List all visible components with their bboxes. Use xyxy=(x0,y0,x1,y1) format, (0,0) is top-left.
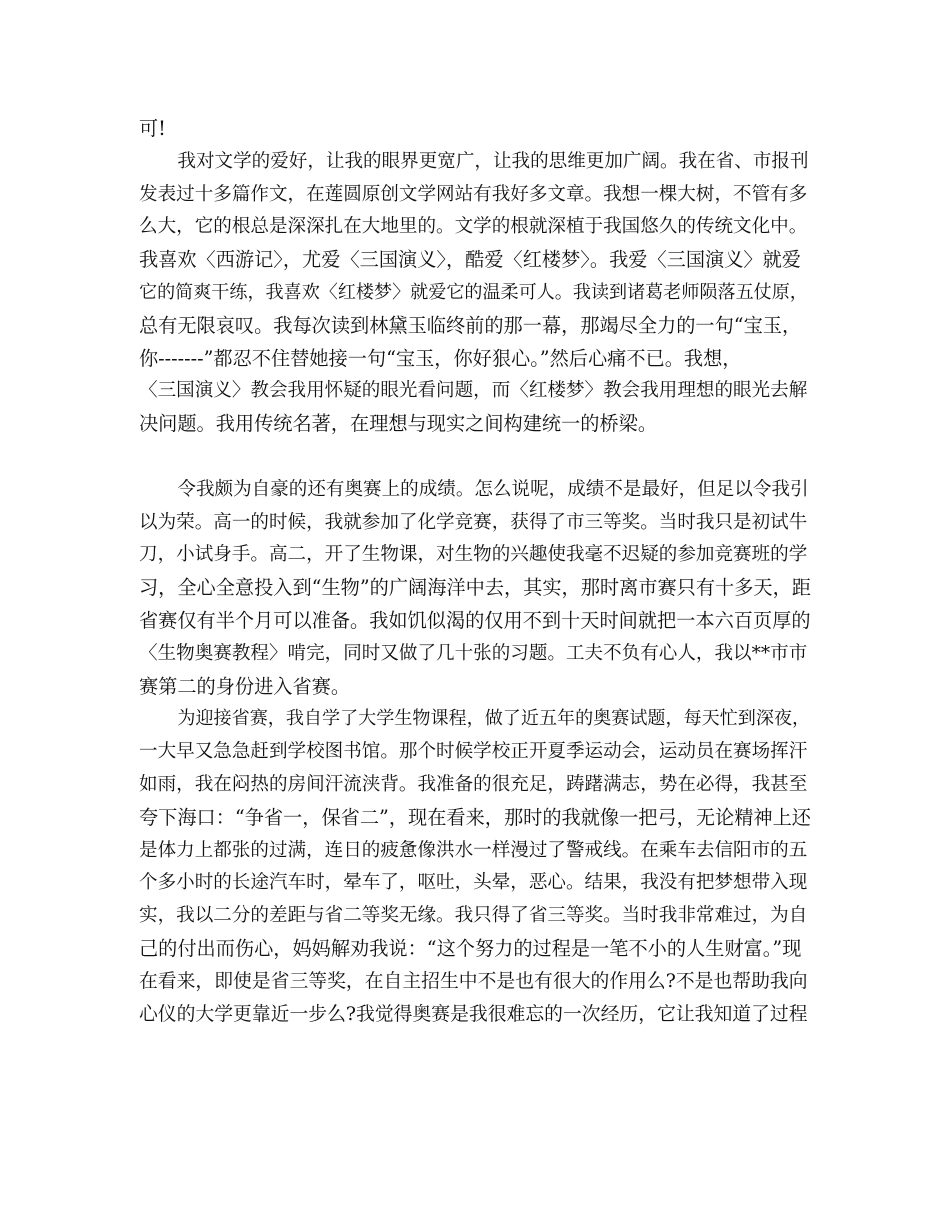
text-line: 个多小时的长途汽车时，晕车了，呕吐，头晕，恶心。结果，我没有把梦想带入现 xyxy=(139,872,808,894)
text-line: 是体力上都张的过满，连日的疲惫像洪水一样漫过了警戒线。在乘车去信阳市的五 xyxy=(139,839,808,861)
text-line: 它的简爽干练，我喜欢〈红楼梦〉就爱它的温柔可人。我读到诸葛老师陨落五仗原， xyxy=(139,281,808,303)
text-line: 〈生物奥赛教程〉啃完，同时又做了几十张的习题。工夫不负有心人，我以**市市 xyxy=(139,642,808,664)
text-line: 你-------”都忍不住替她接一句“宝玉，你好狠心。”然后心痛不已。我想， xyxy=(139,346,742,370)
text-line: 么大，它的根总是深深扎在大地里的。文学的根就深植于我国悠久的传统文化中。 xyxy=(139,216,808,238)
text-line: 刀，小试身手。高二，开了生物课，对生物的兴趣使我毫不迟疑的参加竞赛班的学 xyxy=(139,544,808,566)
paragraph-2 xyxy=(139,146,811,474)
text-line: 我喜欢〈西游记〉，尤爱〈三国演义〉，酷爱〈红楼梦〉。我爱〈三国演义〉就爱 xyxy=(139,248,801,272)
text-line: 总有无限哀叹。我每次读到林黛玉临终前的那一幕，那竭尽全力的一句“宝玉， xyxy=(139,313,802,337)
document-body xyxy=(139,113,811,1031)
text-line: 心仪的大学更靠近一步么?我觉得奥赛是我很难忘的一次经历，它让我知道了过程 xyxy=(139,1003,808,1025)
text-line: 以为荣。高一的时候，我就参加了化学竞赛，获得了市三等奖。当时我只是初试牛 xyxy=(139,511,808,533)
text-line: 我对文学的爱好，让我的眼界更宽广，让我的思维更加广阔。我在省、市报刊 xyxy=(177,150,809,172)
paragraph-4 xyxy=(139,703,811,1031)
text-line: 夸下海口：“争省一，保省二”，现在看来，那时的我就像一把弓，无论精神上还 xyxy=(139,805,811,829)
paragraph-3 xyxy=(139,474,811,704)
text-line: 令我颇为自豪的还有奥赛上的成绩。怎么说呢，成绩不是最好，但足以令我引 xyxy=(177,478,809,500)
text-line: 实，我以二分的差距与省二等奖无缘。我只得了省三等奖。当时我非常难过，为自 xyxy=(139,905,808,927)
text-line: 一大早又急急赶到学校图书馆。那个时候学校正开夏季运动会，运动员在赛场挥汗 xyxy=(139,741,808,763)
text-line: 赛第二的身份进入省赛。 xyxy=(139,674,351,698)
text-line xyxy=(139,441,811,474)
text-line: 如雨，我在闷热的房间汗流浃背。我准备的很充足，踌躇满志，势在必得，我甚至 xyxy=(139,773,808,795)
text-line: 己的付出而伤心，妈妈解劝我说：“这个努力的过程是一笔不小的人生财富。”现 xyxy=(139,936,802,960)
text-line: 决问题。我用传统名著，在理想与现实之间构建统一的桥梁。 xyxy=(139,412,658,436)
paragraph-1 xyxy=(139,113,811,146)
text-line: 省赛仅有半个月可以准备。我如饥似渴的仅用不到十天时间就把一本六百页厚的 xyxy=(139,608,811,632)
text-line: 习，全心全意投入到“生物”的广阔海洋中去，其实，那时离市赛只有十多天，距 xyxy=(139,576,811,600)
text-line: 发表过十多篇作文，在莲圆原创文学网站有我好多文章。我想一棵大树，不管有多 xyxy=(139,183,808,205)
text-line: 可! xyxy=(139,117,166,140)
text-line: 〈三国演义〉教会我用怀疑的眼光看问题，而〈红楼梦〉教会我用理想的眼光去解 xyxy=(139,380,808,402)
text-line: 在看来，即使是省三等奖，在自主招生中不是也有很大的作用么?不是也帮助我向 xyxy=(139,970,808,992)
text-line: 为迎接省赛，我自学了大学生物课程，做了近五年的奥赛试题，每天忙到深夜， xyxy=(177,708,811,730)
